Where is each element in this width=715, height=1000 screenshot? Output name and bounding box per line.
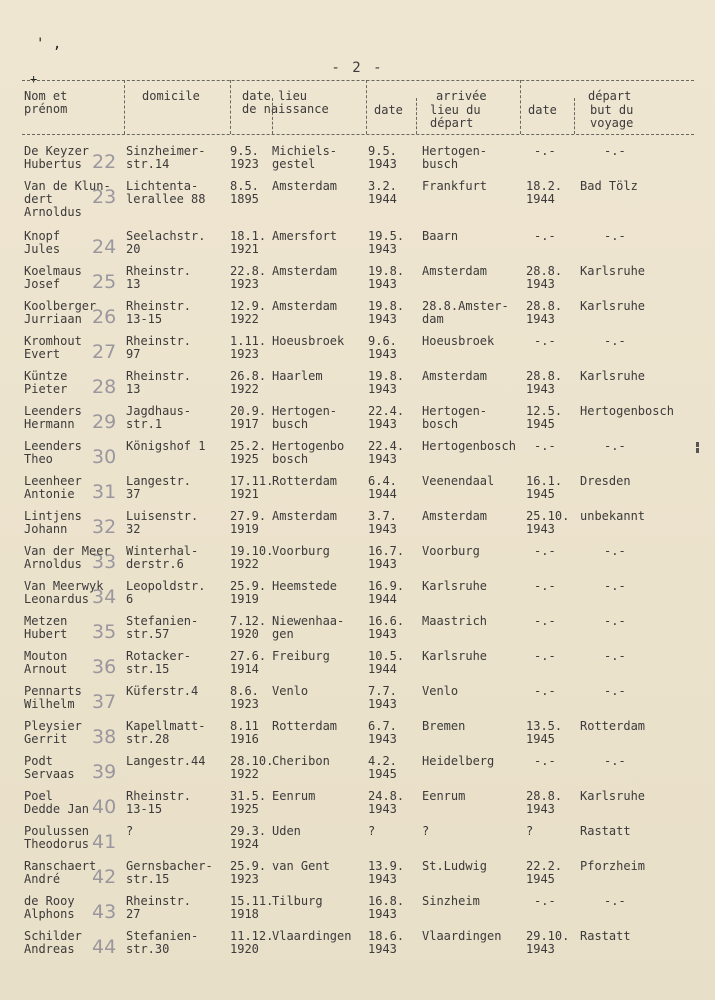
departure-purpose: Bad Tölz <box>580 179 638 193</box>
departure-date: -.- <box>534 894 556 908</box>
header-domicile: domicile <box>142 89 200 103</box>
domicile: Winterhal- derstr.6 <box>126 544 199 571</box>
arrival-place: Vlaardingen <box>422 929 502 943</box>
arrival-place: St.Ludwig <box>422 859 488 873</box>
birth-date: 8.11 1916 <box>230 719 259 746</box>
birth-place: Michiels- gestel <box>272 144 338 171</box>
departure-date: -.- <box>534 144 556 158</box>
departure-date: 25.10. 1943 <box>526 509 570 536</box>
entry-number: 31 <box>92 481 117 503</box>
domicile: Rotacker- str.15 <box>126 649 192 676</box>
departure-purpose: -.- <box>604 649 626 663</box>
domicile: Luisenstr. 32 <box>126 509 199 536</box>
person-name: Leenders Theo <box>24 439 82 466</box>
arrival-date: 13.9. 1943 <box>368 859 405 886</box>
header-rule <box>22 134 694 135</box>
departure-date: -.- <box>534 754 556 768</box>
margin-mark: + <box>30 72 38 86</box>
arrival-date: 3.2. 1944 <box>368 179 397 206</box>
header-departure-date: date <box>528 103 557 117</box>
person-name: Van de Klun- dert Arnoldus <box>24 179 111 219</box>
person-name: Metzen Hubert <box>24 614 68 641</box>
birth-date: 19.10. 1922 <box>230 544 274 571</box>
domicile: Kapellmatt- str.28 <box>126 719 206 746</box>
column-divider <box>416 98 417 134</box>
header-arrival-place: lieu du départ <box>430 103 481 130</box>
table-row <box>0 510 715 546</box>
table-row <box>0 650 715 686</box>
departure-purpose: Rastatt <box>580 824 631 838</box>
table-row <box>0 930 715 966</box>
arrival-date: ? <box>368 824 376 838</box>
arrival-place: Heidelberg <box>422 754 495 768</box>
entry-number: 28 <box>92 376 117 398</box>
entry-number: 37 <box>92 691 117 713</box>
person-name: de Rooy Alphons <box>24 894 75 921</box>
entry-number: 24 <box>92 236 117 258</box>
birth-date: 22.8. 1923 <box>230 264 267 291</box>
domicile: Rheinstr. 13 <box>126 264 192 291</box>
arrival-place: Hertogen- busch <box>422 144 488 171</box>
departure-date: -.- <box>534 649 556 663</box>
arrival-place: 28.8.Amster- dam <box>422 299 509 326</box>
domicile: Rheinstr. 97 <box>126 334 192 361</box>
arrival-place: Veenendaal <box>422 474 495 488</box>
departure-purpose: -.- <box>604 894 626 908</box>
table-row <box>0 790 715 826</box>
departure-date: -.- <box>534 614 556 628</box>
domicile: Stefanien- str.30 <box>126 929 199 956</box>
departure-purpose: -.- <box>604 614 626 628</box>
domicile: Langestr. 37 <box>126 474 192 501</box>
arrival-date: 16.9. 1944 <box>368 579 405 606</box>
arrival-date: 19.8. 1943 <box>368 369 405 396</box>
birth-place: Heemstede <box>272 579 338 593</box>
arrival-place: Bremen <box>422 719 466 733</box>
person-name: Pleysier Gerrit <box>24 719 82 746</box>
column-divider <box>230 80 231 134</box>
table-row <box>0 230 715 266</box>
departure-date: 12.5. 1945 <box>526 404 563 431</box>
table-row <box>0 895 715 931</box>
entry-number: 29 <box>92 411 117 433</box>
table-row <box>0 440 715 476</box>
birth-place: Vlaardingen <box>272 929 352 943</box>
domicile: Königshof 1 <box>126 439 206 453</box>
arrival-date: 18.6. 1943 <box>368 929 405 956</box>
birth-date: 8.5. 1895 <box>230 179 259 206</box>
domicile: Jagdhaus- str.1 <box>126 404 192 431</box>
birth-date: 27.6. 1914 <box>230 649 267 676</box>
birth-place: Amsterdam <box>272 264 338 278</box>
domicile: Rheinstr. 27 <box>126 894 192 921</box>
departure-purpose: Rastatt <box>580 929 631 943</box>
table-row <box>0 475 715 511</box>
birth-date: 31.5. 1925 <box>230 789 267 816</box>
table-row <box>0 405 715 441</box>
domicile: Rheinstr. 13-15 <box>126 789 192 816</box>
arrival-date: 10.5. 1944 <box>368 649 405 676</box>
birth-place: Uden <box>272 824 301 838</box>
birth-date: 28.10. 1922 <box>230 754 274 781</box>
birth-date: 26.8. 1922 <box>230 369 267 396</box>
person-name: Knopf Jules <box>24 229 61 256</box>
person-name: Ranschaert André <box>24 859 97 886</box>
domicile: Langestr.44 <box>126 754 206 768</box>
departure-purpose: -.- <box>604 684 626 698</box>
domicile: Küferstr.4 <box>126 684 199 698</box>
birth-place: Niewenhaa- gen <box>272 614 345 641</box>
person-name: Poulussen Theodorus <box>24 824 90 851</box>
header-departure: départ <box>588 89 632 103</box>
birth-place: Amsterdam <box>272 179 338 193</box>
table-row <box>0 825 715 861</box>
table-row <box>0 580 715 616</box>
table-row <box>0 545 715 581</box>
birth-date: 9.5. 1923 <box>230 144 259 171</box>
header-arrival-date: date <box>374 103 403 117</box>
margin-mark <box>696 442 699 447</box>
person-name: Van Meerwyk Leonardus <box>24 579 104 606</box>
departure-date: -.- <box>534 579 556 593</box>
departure-purpose: Rotterdam <box>580 719 646 733</box>
person-name: Kromhout Evert <box>24 334 82 361</box>
person-name: Lintjens Johann <box>24 509 82 536</box>
entry-number: 26 <box>92 306 117 328</box>
entry-number: 42 <box>92 866 117 888</box>
departure-purpose: -.- <box>604 439 626 453</box>
column-divider <box>124 80 125 134</box>
entry-number: 44 <box>92 936 117 958</box>
person-name: Leenders Hermann <box>24 404 82 431</box>
entry-number: 40 <box>92 796 117 818</box>
person-name: Pennarts Wilhelm <box>24 684 82 711</box>
arrival-place: Maastrich <box>422 614 488 628</box>
departure-date: 22.2. 1945 <box>526 859 563 886</box>
birth-date: 12.9. 1922 <box>230 299 267 326</box>
person-name: Poel Dedde Jan <box>24 789 90 816</box>
departure-purpose: -.- <box>604 229 626 243</box>
person-name: Schilder Andreas <box>24 929 82 956</box>
departure-purpose: -.- <box>604 579 626 593</box>
entry-number: 39 <box>92 761 117 783</box>
departure-purpose: Karlsruhe <box>580 264 646 278</box>
departure-date: 28.8. 1943 <box>526 299 563 326</box>
birth-date: 7.12. 1920 <box>230 614 267 641</box>
birth-date: 29.3. 1924 <box>230 824 267 851</box>
arrival-place: Voorburg <box>422 544 480 558</box>
birth-date: 18.1. 1921 <box>230 229 267 256</box>
domicile: Rheinstr. 13-15 <box>126 299 192 326</box>
arrival-date: 16.7. 1943 <box>368 544 405 571</box>
birth-place: Amsterdam <box>272 509 338 523</box>
arrival-date: 22.4. 1943 <box>368 404 405 431</box>
birth-date: 27.9. 1919 <box>230 509 267 536</box>
arrival-place: Venlo <box>422 684 459 698</box>
birth-date: 8.6. 1923 <box>230 684 259 711</box>
arrival-place: Hoeusbroek <box>422 334 495 348</box>
birth-place: Amersfort <box>272 229 338 243</box>
table-row <box>0 145 715 181</box>
departure-date: -.- <box>534 684 556 698</box>
departure-purpose: unbekannt <box>580 509 646 523</box>
birth-place: Hertogen- busch <box>272 404 338 431</box>
departure-date: -.- <box>534 439 556 453</box>
departure-purpose: Hertogenbosch <box>580 404 674 418</box>
person-name: Van der Meer Arnoldus <box>24 544 111 571</box>
arrival-place: Hertogen- bosch <box>422 404 488 431</box>
table-row <box>0 335 715 371</box>
arrival-date: 3.7. 1943 <box>368 509 397 536</box>
birth-place: Cheribon <box>272 754 330 768</box>
departure-purpose: -.- <box>604 144 626 158</box>
arrival-place: Amsterdam <box>422 509 488 523</box>
domicile: ? <box>126 824 134 838</box>
arrival-place: Amsterdam <box>422 369 488 383</box>
header-arrival: arrivée <box>436 89 487 103</box>
birth-date: 25.9. 1919 <box>230 579 267 606</box>
birth-place: Freiburg <box>272 649 330 663</box>
arrival-place: Amsterdam <box>422 264 488 278</box>
ink-mark: ' , <box>36 36 62 52</box>
birth-place: Rotterdam <box>272 474 338 488</box>
header-departure-purpose: but du voyage <box>590 103 634 130</box>
table-row <box>0 370 715 406</box>
departure-date: 29.10. 1943 <box>526 929 570 956</box>
entry-number: 43 <box>92 901 117 923</box>
domicile: Stefanien- str.57 <box>126 614 199 641</box>
birth-place: Hoeusbroek <box>272 334 345 348</box>
birth-date: 1.11. 1923 <box>230 334 267 361</box>
domicile: Gernsbacher- str.15 <box>126 859 213 886</box>
column-divider <box>366 80 367 134</box>
birth-place: Hertogenbo bosch <box>272 439 345 466</box>
birth-place: Rotterdam <box>272 719 338 733</box>
birth-date: 15.11. 1918 <box>230 894 274 921</box>
table-row <box>0 265 715 301</box>
birth-date: 11.12. 1920 <box>230 929 274 956</box>
top-rule <box>22 80 694 81</box>
entry-number: 41 <box>92 831 117 853</box>
page-number: - 2 - <box>331 60 384 76</box>
departure-date: -.- <box>534 229 556 243</box>
departure-purpose: Karlsruhe <box>580 369 646 383</box>
entry-number: 35 <box>92 621 117 643</box>
table-row <box>0 755 715 791</box>
birth-place: Tilburg <box>272 894 323 908</box>
domicile: Rheinstr. 13 <box>126 369 192 396</box>
birth-date: 17.11. 1921 <box>230 474 274 501</box>
table-row <box>0 300 715 336</box>
table-row <box>0 720 715 756</box>
departure-purpose: Karlsruhe <box>580 299 646 313</box>
departure-date: 28.8. 1943 <box>526 369 563 396</box>
person-name: Leenheer Antonie <box>24 474 82 501</box>
header-birth: date lieu de naissance <box>242 89 329 116</box>
arrival-date: 9.5. 1943 <box>368 144 397 171</box>
birth-place: van Gent <box>272 859 330 873</box>
person-name: Koelmaus Josef <box>24 264 82 291</box>
departure-purpose: Pforzheim <box>580 859 646 873</box>
header-name: Nom et prénom <box>24 89 68 116</box>
column-divider <box>520 80 521 134</box>
arrival-place: Hertogenbosch <box>422 439 516 453</box>
departure-date: ? <box>526 824 534 838</box>
person-name: Küntze Pieter <box>24 369 68 396</box>
entry-number: 36 <box>92 656 117 678</box>
arrival-date: 22.4. 1943 <box>368 439 405 466</box>
departure-purpose: -.- <box>604 334 626 348</box>
arrival-place: Eenrum <box>422 789 466 803</box>
arrival-date: 16.8. 1943 <box>368 894 405 921</box>
table-row <box>0 179 715 219</box>
departure-date: 18.2. 1944 <box>526 179 563 206</box>
arrival-date: 9.6. 1943 <box>368 334 397 361</box>
departure-date: -.- <box>534 334 556 348</box>
entry-number: 27 <box>92 341 117 363</box>
birth-place: Haarlem <box>272 369 323 383</box>
person-name: Koolberger Jurriaan <box>24 299 97 326</box>
arrival-date: 7.7. 1943 <box>368 684 397 711</box>
domicile: Sinzheimer- str.14 <box>126 144 206 171</box>
table-row <box>0 615 715 651</box>
departure-date: 28.8. 1943 <box>526 789 563 816</box>
arrival-date: 24.8. 1943 <box>368 789 405 816</box>
departure-purpose: -.- <box>604 754 626 768</box>
arrival-date: 19.8. 1943 <box>368 264 405 291</box>
entry-number: 25 <box>92 271 117 293</box>
birth-place: Amsterdam <box>272 299 338 313</box>
arrival-place: Karlsruhe <box>422 579 488 593</box>
arrival-place: Baarn <box>422 229 459 243</box>
entry-number: 34 <box>92 586 117 608</box>
entry-number: 23 <box>92 186 117 208</box>
birth-place: Voorburg <box>272 544 330 558</box>
domicile: Lichtenta- lerallee 88 <box>126 179 206 206</box>
departure-purpose: Dresden <box>580 474 631 488</box>
birth-place: Venlo <box>272 684 309 698</box>
departure-purpose: -.- <box>604 544 626 558</box>
table-row <box>0 860 715 896</box>
entry-number: 22 <box>92 151 117 173</box>
person-name: De Keyzer Hubertus <box>24 144 90 171</box>
margin-mark <box>696 448 699 453</box>
birth-date: 20.9. 1917 <box>230 404 267 431</box>
arrival-date: 4.2. 1945 <box>368 754 397 781</box>
entry-number: 30 <box>92 446 117 468</box>
arrival-date: 19.5. 1943 <box>368 229 405 256</box>
departure-date: 13.5. 1945 <box>526 719 563 746</box>
departure-date: 16.1. 1945 <box>526 474 563 501</box>
arrival-date: 6.4. 1944 <box>368 474 397 501</box>
arrival-date: 19.8. 1943 <box>368 299 405 326</box>
birth-place: Eenrum <box>272 789 316 803</box>
entry-number: 32 <box>92 516 117 538</box>
departure-date: 28.8. 1943 <box>526 264 563 291</box>
arrival-date: 16.6. 1943 <box>368 614 405 641</box>
birth-date: 25.9. 1923 <box>230 859 267 886</box>
departure-purpose: Karlsruhe <box>580 789 646 803</box>
departure-date: -.- <box>534 544 556 558</box>
arrival-place: Frankfurt <box>422 179 488 193</box>
column-divider <box>574 98 575 134</box>
person-name: Podt Servaas <box>24 754 75 781</box>
domicile: Seelachstr. 20 <box>126 229 206 256</box>
birth-date: 25.2. 1925 <box>230 439 267 466</box>
arrival-date: 6.7. 1943 <box>368 719 397 746</box>
arrival-place: Karlsruhe <box>422 649 488 663</box>
domicile: Leopoldstr. 6 <box>126 579 206 606</box>
entry-number: 38 <box>92 726 117 748</box>
arrival-place: ? <box>422 824 430 838</box>
arrival-place: Sinzheim <box>422 894 480 908</box>
table-row <box>0 685 715 721</box>
person-name: Mouton Arnout <box>24 649 68 676</box>
entry-number: 33 <box>92 551 117 573</box>
